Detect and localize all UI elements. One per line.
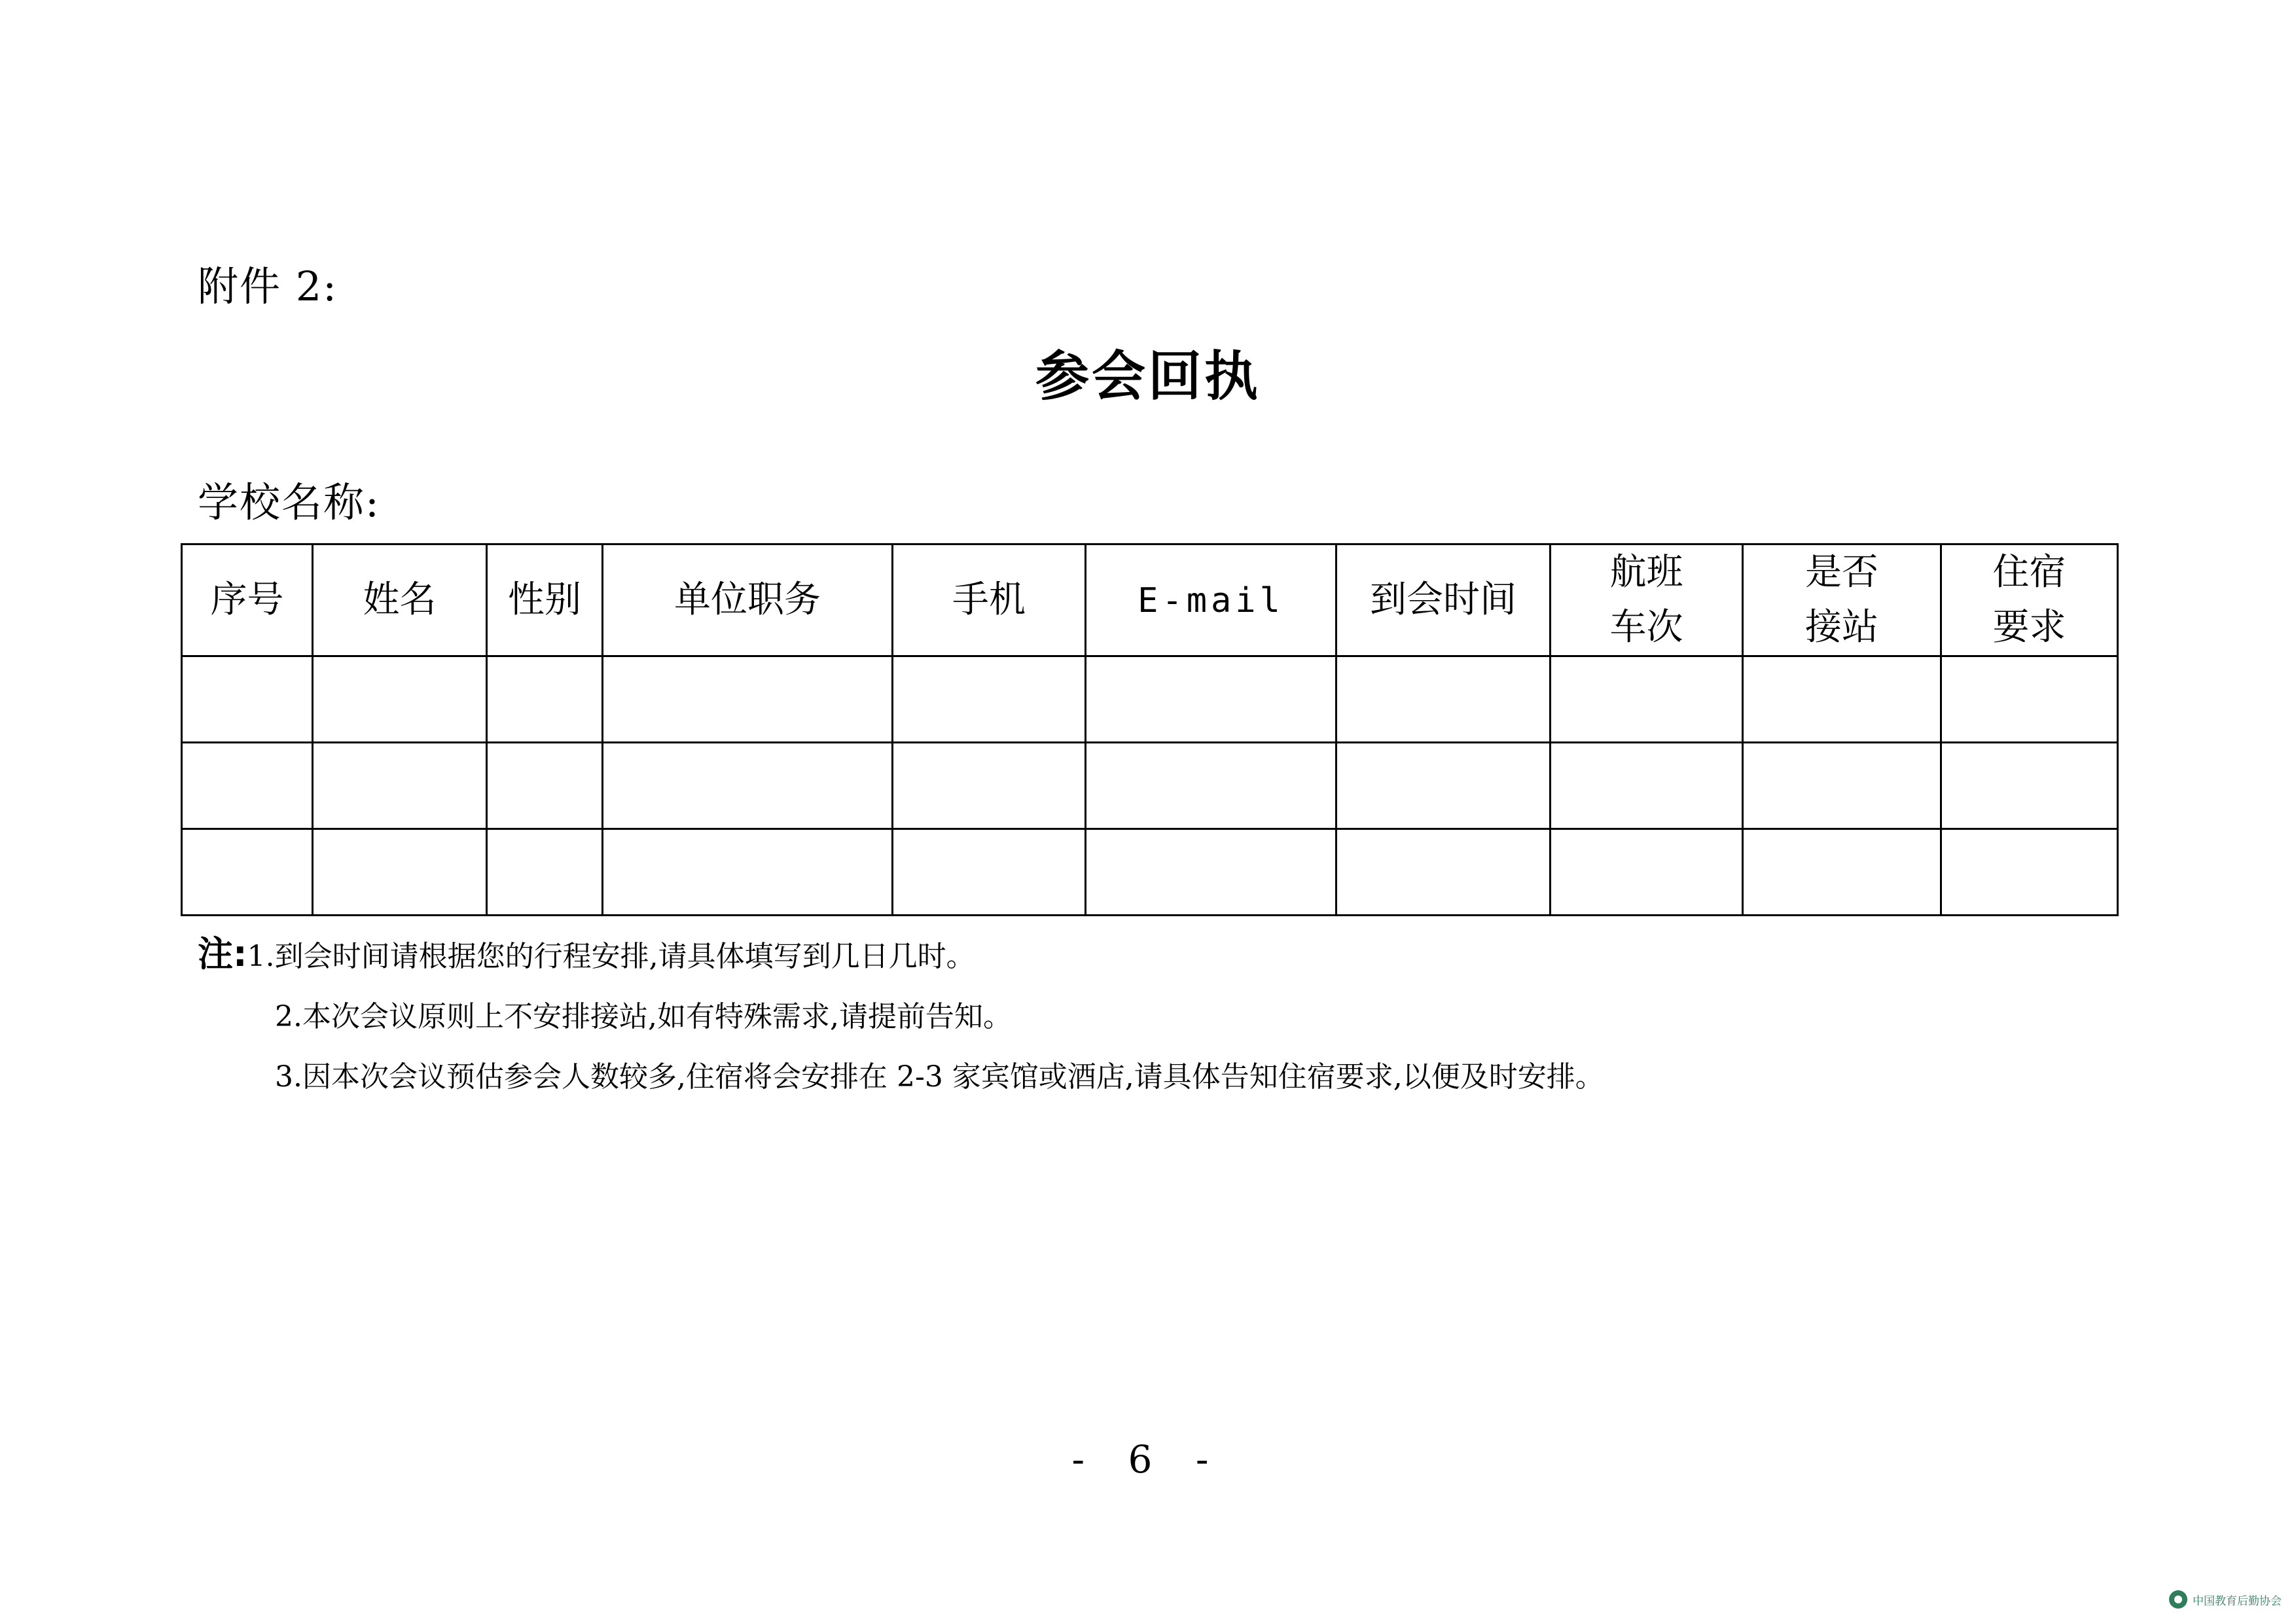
table-cell[interactable] xyxy=(603,829,893,916)
table-cell[interactable] xyxy=(1086,656,1336,743)
col-header-arrival-time xyxy=(1336,544,1551,656)
logo-icon xyxy=(2169,1590,2187,1609)
note-item xyxy=(198,1047,1604,1107)
note-text: 2.本次会议原则上不安排接站,如有特殊需求,请提前告知。 xyxy=(275,1000,1012,1033)
table-cell[interactable] xyxy=(182,829,313,916)
note-item xyxy=(198,987,1604,1047)
col-header-label-line1: 航班 xyxy=(1609,551,1683,594)
col-header-pickup xyxy=(1743,544,1941,656)
col-header-label-line2: 要求 xyxy=(1992,606,2066,649)
col-header-mobile xyxy=(893,544,1086,656)
attachment-label: 附件 2: xyxy=(198,262,338,310)
col-header-email xyxy=(1086,544,1336,656)
table-cell[interactable] xyxy=(1941,829,2118,916)
table-cell[interactable] xyxy=(313,829,487,916)
col-header-accommodation xyxy=(1941,544,2118,656)
registration-table xyxy=(181,543,2119,916)
table-cell[interactable] xyxy=(1551,829,1743,916)
table-cell[interactable] xyxy=(182,656,313,743)
table-cell[interactable] xyxy=(603,743,893,829)
col-header-label: 姓名 xyxy=(363,579,437,621)
col-header-position xyxy=(603,544,893,656)
table-cell[interactable] xyxy=(1941,656,2118,743)
table-row xyxy=(182,743,2118,829)
footer-logo xyxy=(2169,1590,2282,1609)
col-header-gender xyxy=(487,544,603,656)
table-row xyxy=(182,656,2118,743)
col-header-label: 手机 xyxy=(952,579,1026,621)
table-cell[interactable] xyxy=(893,743,1086,829)
table-cell[interactable] xyxy=(893,656,1086,743)
notes-section xyxy=(198,924,1604,1107)
document-title: 参会回执 xyxy=(1035,345,1261,408)
col-header-label-line1: 是否 xyxy=(1805,551,1878,594)
table-cell[interactable] xyxy=(1743,829,1941,916)
table-cell[interactable] xyxy=(1336,656,1551,743)
table-cell[interactable] xyxy=(1743,743,1941,829)
table-cell[interactable] xyxy=(893,829,1086,916)
col-header-flight-train xyxy=(1551,544,1743,656)
table-cell[interactable] xyxy=(1336,829,1551,916)
table-cell[interactable] xyxy=(487,743,603,829)
table-cell[interactable] xyxy=(313,656,487,743)
note-text: 3.因本次会议预估参会人数较多,住宿将会安排在 2-3 家宾馆或酒店,请具体告知住宿要求,以便及时安排。 xyxy=(275,1060,1604,1094)
table-header-row xyxy=(182,544,2118,656)
table-cell[interactable] xyxy=(1941,743,2118,829)
table-cell[interactable] xyxy=(1743,656,1941,743)
table-cell[interactable] xyxy=(1551,656,1743,743)
col-header-label: 到会时间 xyxy=(1370,579,1516,621)
col-header-label-line1: 住宿 xyxy=(1992,551,2066,594)
col-header-label-line2: 接站 xyxy=(1805,606,1878,649)
col-header-index xyxy=(182,544,313,656)
table-cell[interactable] xyxy=(603,656,893,743)
note-text: 1.到会时间请根据您的行程安排,请具体填写到几日几时。 xyxy=(247,940,975,973)
table-cell[interactable] xyxy=(1336,743,1551,829)
logo-text: 中国教育后勤协会 xyxy=(2193,1594,2282,1608)
col-header-name xyxy=(313,544,487,656)
table-cell[interactable] xyxy=(1086,829,1336,916)
col-header-label: 性别 xyxy=(508,579,581,621)
table-cell[interactable] xyxy=(313,743,487,829)
table-row xyxy=(182,829,2118,916)
table-cell[interactable] xyxy=(487,829,603,916)
col-header-label: 序号 xyxy=(210,579,284,621)
col-header-label-line2: 车次 xyxy=(1609,606,1683,649)
table-cell[interactable] xyxy=(1086,743,1336,829)
notes-prefix: 注: xyxy=(198,933,247,974)
page-number: - 6 - xyxy=(1071,1437,1225,1482)
table-cell[interactable] xyxy=(487,656,603,743)
school-name-label: 学校名称: xyxy=(198,478,380,526)
note-item xyxy=(198,924,1604,987)
table-cell[interactable] xyxy=(182,743,313,829)
col-header-label: E-mail xyxy=(1138,580,1284,620)
table-cell[interactable] xyxy=(1551,743,1743,829)
col-header-label: 单位职务 xyxy=(674,579,821,621)
